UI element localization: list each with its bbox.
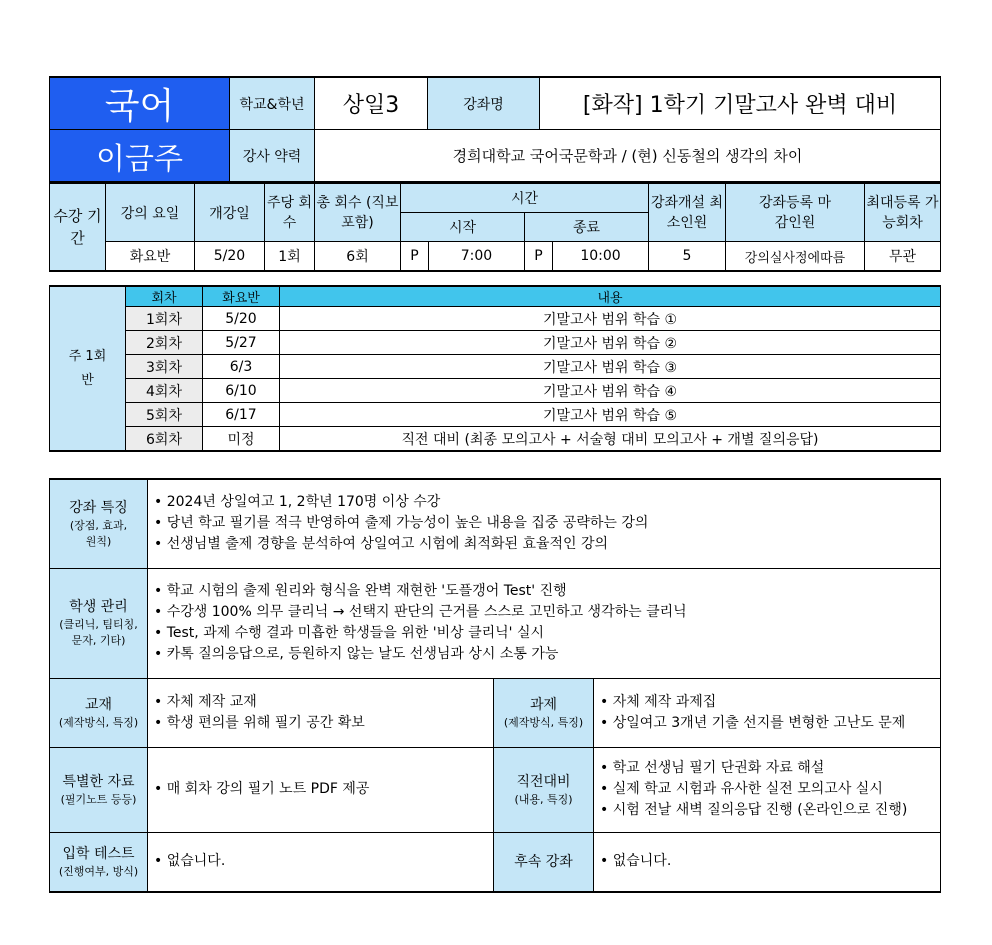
schedule-table bbox=[49, 182, 941, 272]
final-content bbox=[594, 747, 941, 832]
session-content: 기말고사 범위 학습 ⑤ bbox=[280, 403, 941, 427]
period-label: 수강 기간 bbox=[50, 183, 106, 271]
session-content: 기말고사 범위 학습 ② bbox=[280, 331, 941, 355]
final-label: 직전대비 bbox=[516, 773, 571, 790]
session-no: 6회차 bbox=[126, 427, 203, 452]
homework-content bbox=[594, 678, 941, 747]
session-date: 5/20 bbox=[203, 307, 280, 331]
table-row bbox=[50, 331, 941, 355]
header-max-session: 최대등록 가능회차 bbox=[865, 183, 941, 242]
session-no: 4회차 bbox=[126, 379, 203, 403]
entry-test-content bbox=[148, 832, 494, 892]
list-item: • 카톡 질의응답으로, 등원하지 않는 날도 선생님과 상시 소통 가능 bbox=[154, 644, 940, 665]
row-weekly: 1회 bbox=[265, 242, 315, 272]
management-label: 학생 관리 bbox=[69, 599, 128, 615]
session-content: 기말고사 범위 학습 ① bbox=[280, 307, 941, 331]
row-start-date: 5/20 bbox=[195, 242, 265, 272]
textbook-label-cell bbox=[50, 678, 148, 747]
list-item: • 2024년 상일여고 1, 2학년 170명 이상 수강 bbox=[154, 492, 940, 513]
special-label: 특별한 자료 bbox=[62, 773, 135, 790]
followup-label-cell bbox=[494, 832, 594, 892]
list-item: • 학교 시험의 출제 원리와 형식을 완벽 재현한 '도플갱어 Test' 진행 bbox=[154, 581, 940, 602]
subject-cell bbox=[50, 77, 230, 130]
textbook-label: 교재 bbox=[84, 696, 113, 713]
management-sub: (클리닉, 팀티칭, 문자, 기타) bbox=[59, 618, 138, 647]
header-time: 시간 bbox=[401, 183, 649, 213]
list-item: • 선생님별 출제 경향을 분석하여 상일여고 시험에 최적화된 효율적인 강의 bbox=[154, 534, 940, 555]
table-row bbox=[50, 403, 941, 427]
sessions-label: 주 1회반 bbox=[50, 286, 126, 451]
header-session-no: 회차 bbox=[126, 286, 203, 307]
final-label-cell bbox=[494, 747, 594, 832]
features-content bbox=[148, 479, 941, 568]
special-label-cell bbox=[50, 747, 148, 832]
header-session-content: 내용 bbox=[280, 286, 941, 307]
homework-label-cell bbox=[494, 678, 594, 747]
details-table bbox=[49, 478, 941, 893]
list-item: • 학교 선생님 필기 단권화 자료 해설 bbox=[600, 758, 940, 779]
header-day: 강의 요일 bbox=[106, 183, 195, 242]
management-content bbox=[148, 568, 941, 678]
school-grade: 상일3 bbox=[315, 77, 428, 130]
session-content: 기말고사 범위 학습 ④ bbox=[280, 379, 941, 403]
list-item: • Test, 과제 수행 결과 미흡한 학생들을 위한 '비상 클리닉' 실시 bbox=[154, 623, 940, 644]
row-day: 화요반 bbox=[106, 242, 195, 272]
session-date: 6/3 bbox=[203, 355, 280, 379]
session-date: 미정 bbox=[203, 427, 280, 452]
header-weekly: 주당 회수 bbox=[265, 183, 315, 242]
session-content: 직전 대비 (최종 모의고사 + 서술형 대비 모의고사 + 개별 질의응답) bbox=[280, 427, 941, 452]
school-grade-label: 학교&학년 bbox=[230, 77, 315, 130]
followup-content bbox=[594, 832, 941, 892]
management-label-cell bbox=[50, 568, 148, 678]
list-item: • 학생 편의를 위해 필기 공간 확보 bbox=[154, 713, 493, 734]
subject: 국어 bbox=[104, 86, 175, 127]
list-item: • 시험 전날 새벽 질의응답 진행 (온라인으로 진행) bbox=[600, 800, 940, 821]
textbook-content bbox=[148, 678, 494, 747]
list-item: • 없습니다. bbox=[154, 851, 493, 872]
row-total: 6회 bbox=[315, 242, 401, 272]
session-no: 5회차 bbox=[126, 403, 203, 427]
special-sub: (필기노트 등등) bbox=[60, 792, 137, 806]
homework-label: 과제 bbox=[529, 696, 558, 713]
header-deadline: 강좌등록 마감인원 bbox=[726, 183, 865, 242]
sessions-table bbox=[49, 285, 941, 452]
list-item: • 실제 학교 시험과 유사한 실전 모의고사 실시 bbox=[600, 779, 940, 800]
features-label: 강좌 특징 bbox=[69, 499, 128, 516]
special-content bbox=[148, 747, 494, 832]
entry-test-label-cell bbox=[50, 832, 148, 892]
header-time-end: 종료 bbox=[525, 213, 649, 242]
session-no: 2회차 bbox=[126, 331, 203, 355]
session-no: 3회차 bbox=[126, 355, 203, 379]
list-item: • 당년 학교 필기를 적극 반영하여 출제 가능성이 높은 내용을 집중 공략하는 강의 bbox=[154, 513, 940, 534]
session-date: 6/10 bbox=[203, 379, 280, 403]
session-date: 5/27 bbox=[203, 331, 280, 355]
features-label-cell bbox=[50, 479, 148, 568]
table-row bbox=[50, 355, 941, 379]
row-deadline: 강의실사정에따름 bbox=[726, 242, 865, 272]
entry-test-sub: (진행여부, 방식) bbox=[58, 864, 139, 878]
course-name-label: 강좌명 bbox=[428, 77, 540, 130]
row-end-time: 10:00 bbox=[553, 242, 649, 272]
teacher-name: 이금주 bbox=[50, 130, 230, 183]
session-no: 1회차 bbox=[126, 307, 203, 331]
row-min: 5 bbox=[649, 242, 726, 272]
list-item: • 없습니다. bbox=[600, 851, 940, 872]
career: 경희대학교 국어국문학과 / (현) 신동철의 생각의 차이 bbox=[315, 130, 941, 183]
list-item: • 매 회차 강의 필기 노트 PDF 제공 bbox=[154, 779, 493, 800]
entry-test-label: 입학 테스트 bbox=[62, 845, 135, 862]
session-date: 6/17 bbox=[203, 403, 280, 427]
final-sub: (내용, 특징) bbox=[514, 792, 573, 806]
table-row bbox=[50, 379, 941, 403]
list-item: • 상일여고 3개년 기출 선지를 변형한 고난도 문제 bbox=[600, 713, 940, 734]
row-start-time: 7:00 bbox=[429, 242, 525, 272]
row-start-ap: P bbox=[401, 242, 429, 272]
header-time-start: 시작 bbox=[401, 213, 525, 242]
row-end-ap: P bbox=[525, 242, 553, 272]
course-header-table bbox=[49, 76, 941, 183]
course-name: [화작] 1학기 기말고사 완벽 대비 bbox=[540, 77, 941, 130]
header-start-date: 개강일 bbox=[195, 183, 265, 242]
header-session-day: 화요반 bbox=[203, 286, 280, 307]
textbook-sub: (제작방식, 특징) bbox=[58, 715, 139, 729]
session-content: 기말고사 범위 학습 ③ bbox=[280, 355, 941, 379]
followup-label: 후속 강좌 bbox=[514, 853, 573, 870]
features-sub: (장점, 효과, 원칙) bbox=[69, 518, 128, 548]
list-item: • 자체 제작 과제집 bbox=[600, 692, 940, 713]
table-row bbox=[50, 427, 941, 452]
table-row bbox=[50, 307, 941, 331]
header-min: 강좌개설 최소인원 bbox=[649, 183, 726, 242]
list-item: • 자체 제작 교재 bbox=[154, 692, 493, 713]
row-max-session: 무관 bbox=[865, 242, 941, 272]
header-total: 총 회수 (직보포함) bbox=[315, 183, 401, 242]
homework-sub: (제작방식, 특징) bbox=[503, 715, 584, 729]
list-item: • 수강생 100% 의무 클리닉 → 선택지 판단의 근거를 스스로 고민하고 생각하는 클리닉 bbox=[154, 602, 940, 623]
career-label: 강사 약력 bbox=[230, 130, 315, 183]
